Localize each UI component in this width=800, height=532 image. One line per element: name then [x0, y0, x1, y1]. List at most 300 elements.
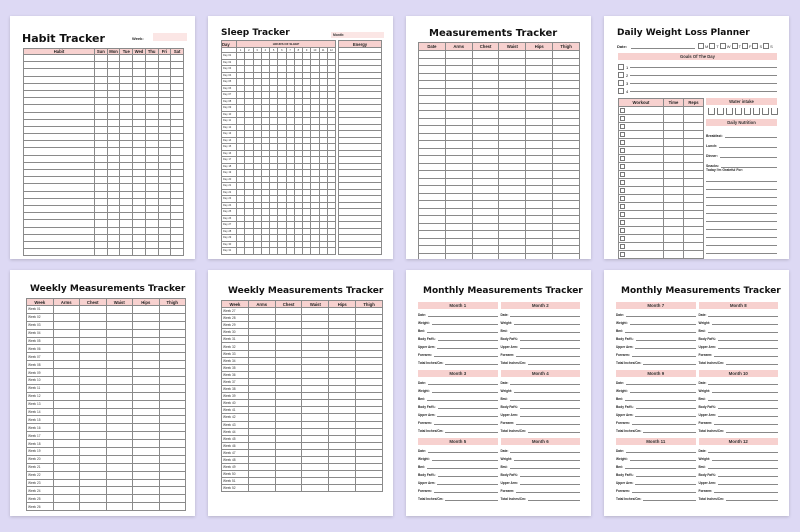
weekday-item[interactable]	[720, 43, 731, 49]
field-row[interactable]	[699, 477, 779, 485]
field-line[interactable]	[528, 432, 580, 433]
check-cell[interactable]	[158, 126, 171, 133]
field-line[interactable]	[520, 484, 580, 485]
measure-cell[interactable]	[499, 133, 526, 141]
field-row[interactable]	[418, 461, 498, 469]
measure-cell[interactable]	[159, 424, 186, 432]
field-row[interactable]	[501, 333, 581, 341]
measure-cell[interactable]	[302, 407, 329, 414]
measure-cell[interactable]	[419, 148, 446, 156]
field-line[interactable]	[726, 500, 778, 501]
checkbox[interactable]	[720, 43, 726, 49]
workout-cell[interactable]	[619, 259, 664, 260]
measure-cell[interactable]	[553, 186, 580, 194]
workout-cell[interactable]	[619, 235, 664, 243]
check-cell[interactable]	[120, 62, 133, 69]
habit-cell[interactable]	[24, 83, 95, 90]
check-cell[interactable]	[95, 241, 108, 248]
measure-cell[interactable]	[445, 51, 472, 59]
measure-cell[interactable]	[133, 448, 160, 456]
checkbox[interactable]	[620, 148, 625, 153]
field-line[interactable]	[516, 424, 580, 425]
measure-cell[interactable]	[499, 51, 526, 59]
measure-cell[interactable]	[133, 503, 160, 511]
measure-cell[interactable]	[472, 51, 499, 59]
measure-cell[interactable]	[275, 386, 302, 393]
measure-cell[interactable]	[302, 442, 329, 449]
check-cell[interactable]	[158, 241, 171, 248]
measure-cell[interactable]	[526, 253, 553, 259]
measure-cell[interactable]	[445, 96, 472, 104]
water-cup-icon[interactable]	[708, 108, 715, 115]
measure-cell[interactable]	[275, 407, 302, 414]
check-cell[interactable]	[171, 205, 184, 212]
measure-cell[interactable]	[472, 126, 499, 134]
measure-cell[interactable]	[445, 193, 472, 201]
measure-cell[interactable]	[159, 503, 186, 511]
check-cell[interactable]	[171, 213, 184, 220]
check-cell[interactable]	[107, 90, 120, 97]
workout-cell[interactable]	[664, 243, 684, 251]
measure-cell[interactable]	[248, 364, 275, 371]
field-line[interactable]	[708, 384, 778, 385]
habit-cell[interactable]	[24, 112, 95, 119]
measure-cell[interactable]	[248, 407, 275, 414]
measure-cell[interactable]	[526, 201, 553, 209]
measure-cell[interactable]	[526, 163, 553, 171]
field-row[interactable]	[418, 377, 498, 385]
field-line[interactable]	[516, 356, 580, 357]
measure-cell[interactable]	[302, 478, 329, 485]
field-row[interactable]	[699, 469, 779, 477]
checkbox[interactable]	[709, 43, 715, 49]
water-cup-icon[interactable]	[744, 108, 751, 115]
check-cell[interactable]	[107, 198, 120, 205]
measure-cell[interactable]	[419, 223, 446, 231]
check-cell[interactable]	[145, 220, 158, 227]
check-cell[interactable]	[145, 241, 158, 248]
check-cell[interactable]	[145, 112, 158, 119]
check-cell[interactable]	[133, 205, 146, 212]
measure-cell[interactable]	[499, 126, 526, 134]
field-line[interactable]	[712, 392, 778, 393]
workout-cell[interactable]	[684, 259, 704, 260]
measure-cell[interactable]	[499, 186, 526, 194]
field-line[interactable]	[428, 316, 498, 317]
field-line[interactable]	[712, 324, 778, 325]
field-row[interactable]	[418, 385, 498, 393]
check-cell[interactable]	[158, 227, 171, 234]
check-cell[interactable]	[120, 76, 133, 83]
field-row[interactable]	[501, 425, 581, 433]
check-cell[interactable]	[120, 126, 133, 133]
check-cell[interactable]	[107, 220, 120, 227]
workout-cell[interactable]	[619, 195, 664, 203]
weekday-item[interactable]	[742, 43, 751, 49]
measure-cell[interactable]	[106, 392, 133, 400]
measure-cell[interactable]	[275, 378, 302, 385]
check-cell[interactable]	[171, 90, 184, 97]
measure-cell[interactable]	[445, 111, 472, 119]
check-cell[interactable]	[145, 205, 158, 212]
checkbox[interactable]	[620, 244, 625, 249]
check-cell[interactable]	[120, 220, 133, 227]
measure-cell[interactable]	[356, 407, 383, 414]
water-cup-icon[interactable]	[735, 108, 742, 115]
field-line[interactable]	[514, 324, 580, 325]
check-cell[interactable]	[95, 191, 108, 198]
measure-cell[interactable]	[53, 353, 80, 361]
workout-cell[interactable]	[664, 123, 684, 131]
field-row[interactable]	[616, 461, 696, 469]
field-row[interactable]	[418, 409, 498, 417]
field-row[interactable]	[616, 333, 696, 341]
habit-cell[interactable]	[24, 227, 95, 234]
measure-cell[interactable]	[248, 414, 275, 421]
measure-cell[interactable]	[499, 253, 526, 259]
check-cell[interactable]	[95, 155, 108, 162]
meal-row[interactable]	[706, 128, 777, 138]
measure-cell[interactable]	[248, 371, 275, 378]
field-row[interactable]	[418, 325, 498, 333]
measure-cell[interactable]	[159, 361, 186, 369]
field-line[interactable]	[626, 384, 696, 385]
measure-cell[interactable]	[472, 231, 499, 239]
field-line[interactable]	[635, 416, 695, 417]
date-field[interactable]	[631, 48, 695, 49]
measure-cell[interactable]	[526, 193, 553, 201]
habit-cell[interactable]	[24, 105, 95, 112]
measure-cell[interactable]	[275, 393, 302, 400]
field-line[interactable]	[434, 492, 498, 493]
check-cell[interactable]	[158, 184, 171, 191]
field-row[interactable]	[418, 445, 498, 453]
measure-cell[interactable]	[356, 400, 383, 407]
check-cell[interactable]	[120, 249, 133, 256]
check-cell[interactable]	[133, 76, 146, 83]
goal-line[interactable]	[630, 91, 777, 92]
check-cell[interactable]	[120, 234, 133, 241]
check-cell[interactable]	[158, 249, 171, 256]
checkbox[interactable]	[618, 64, 624, 70]
field-line[interactable]	[528, 500, 580, 501]
measure-cell[interactable]	[106, 361, 133, 369]
field-line[interactable]	[438, 408, 498, 409]
grateful-line[interactable]	[706, 198, 777, 206]
measure-cell[interactable]	[526, 141, 553, 149]
workout-cell[interactable]	[619, 163, 664, 171]
measure-cell[interactable]	[248, 478, 275, 485]
workout-cell[interactable]	[684, 179, 704, 187]
habit-cell[interactable]	[24, 191, 95, 198]
field-row[interactable]	[501, 477, 581, 485]
check-cell[interactable]	[120, 241, 133, 248]
month-field[interactable]: Month:	[331, 32, 384, 38]
measure-cell[interactable]	[553, 126, 580, 134]
workout-cell[interactable]	[684, 115, 704, 123]
field-row[interactable]	[699, 493, 779, 501]
check-cell[interactable]	[95, 134, 108, 141]
check-cell[interactable]	[107, 134, 120, 141]
measure-cell[interactable]	[275, 471, 302, 478]
measure-cell[interactable]	[275, 414, 302, 421]
measure-cell[interactable]	[329, 350, 356, 357]
check-cell[interactable]	[95, 177, 108, 184]
workout-cell[interactable]	[684, 187, 704, 195]
measure-cell[interactable]	[356, 464, 383, 471]
measure-cell[interactable]	[133, 329, 160, 337]
hour-cell[interactable]	[311, 248, 319, 255]
measure-cell[interactable]	[248, 393, 275, 400]
field-line[interactable]	[726, 432, 778, 433]
check-cell[interactable]	[158, 62, 171, 69]
field-row[interactable]	[699, 393, 779, 401]
measure-cell[interactable]	[472, 148, 499, 156]
habit-cell[interactable]	[24, 126, 95, 133]
check-cell[interactable]	[158, 76, 171, 83]
measure-cell[interactable]	[302, 322, 329, 329]
check-cell[interactable]	[145, 249, 158, 256]
measure-cell[interactable]	[472, 141, 499, 149]
measure-cell[interactable]	[248, 378, 275, 385]
check-cell[interactable]	[120, 112, 133, 119]
measure-cell[interactable]	[53, 313, 80, 321]
check-cell[interactable]	[107, 191, 120, 198]
measure-cell[interactable]	[553, 51, 580, 59]
measure-cell[interactable]	[159, 337, 186, 345]
checkbox[interactable]	[620, 228, 625, 233]
field-line[interactable]	[632, 492, 696, 493]
measure-cell[interactable]	[329, 357, 356, 364]
measure-cell[interactable]	[275, 435, 302, 442]
measure-cell[interactable]	[419, 58, 446, 66]
workout-cell[interactable]	[664, 139, 684, 147]
check-cell[interactable]	[95, 112, 108, 119]
check-cell[interactable]	[158, 119, 171, 126]
workout-cell[interactable]	[664, 115, 684, 123]
measure-cell[interactable]	[159, 313, 186, 321]
measure-cell[interactable]	[275, 315, 302, 322]
check-cell[interactable]	[107, 177, 120, 184]
check-cell[interactable]	[171, 170, 184, 177]
measure-cell[interactable]	[53, 503, 80, 511]
workout-cell[interactable]	[664, 155, 684, 163]
weekday-item[interactable]	[698, 43, 708, 49]
measure-cell[interactable]	[106, 384, 133, 392]
habit-cell[interactable]	[24, 148, 95, 155]
measure-cell[interactable]	[133, 384, 160, 392]
check-cell[interactable]	[171, 227, 184, 234]
measure-cell[interactable]	[159, 479, 186, 487]
measure-cell[interactable]	[329, 471, 356, 478]
measure-cell[interactable]	[419, 133, 446, 141]
field-row[interactable]	[616, 477, 696, 485]
measure-cell[interactable]	[499, 178, 526, 186]
measure-cell[interactable]	[159, 384, 186, 392]
measure-cell[interactable]	[302, 357, 329, 364]
field-row[interactable]	[699, 401, 779, 409]
measure-cell[interactable]	[329, 364, 356, 371]
measure-cell[interactable]	[419, 111, 446, 119]
measure-cell[interactable]	[133, 463, 160, 471]
workout-cell[interactable]	[619, 147, 664, 155]
field-row[interactable]	[699, 309, 779, 317]
check-cell[interactable]	[158, 170, 171, 177]
measure-cell[interactable]	[356, 485, 383, 492]
hour-cell[interactable]	[237, 248, 245, 255]
field-row[interactable]	[418, 357, 498, 365]
measure-cell[interactable]	[248, 464, 275, 471]
measure-cell[interactable]	[356, 336, 383, 343]
hour-cell[interactable]	[327, 248, 335, 255]
measure-cell[interactable]	[133, 400, 160, 408]
measure-cell[interactable]	[472, 253, 499, 259]
field-row[interactable]	[501, 417, 581, 425]
check-cell[interactable]	[158, 134, 171, 141]
measure-cell[interactable]	[499, 58, 526, 66]
water-cup-icon[interactable]	[753, 108, 760, 115]
measure-cell[interactable]	[133, 306, 160, 314]
field-line[interactable]	[510, 316, 580, 317]
check-cell[interactable]	[133, 62, 146, 69]
measure-cell[interactable]	[248, 400, 275, 407]
check-cell[interactable]	[145, 213, 158, 220]
measure-cell[interactable]	[159, 392, 186, 400]
workout-cell[interactable]	[619, 115, 664, 123]
check-cell[interactable]	[107, 98, 120, 105]
measure-cell[interactable]	[445, 81, 472, 89]
check-cell[interactable]	[158, 90, 171, 97]
check-cell[interactable]	[120, 170, 133, 177]
measure-cell[interactable]	[499, 208, 526, 216]
checkbox[interactable]	[742, 43, 748, 49]
workout-cell[interactable]	[619, 187, 664, 195]
measure-cell[interactable]	[248, 485, 275, 492]
field-row[interactable]	[501, 409, 581, 417]
field-row[interactable]	[616, 469, 696, 477]
checkbox[interactable]	[620, 108, 625, 113]
check-cell[interactable]	[158, 213, 171, 220]
habit-cell[interactable]	[24, 184, 95, 191]
field-line[interactable]	[708, 400, 778, 401]
check-cell[interactable]	[107, 141, 120, 148]
measure-cell[interactable]	[499, 103, 526, 111]
measure-cell[interactable]	[159, 495, 186, 503]
check-cell[interactable]	[120, 205, 133, 212]
workout-cell[interactable]	[664, 171, 684, 179]
field-line[interactable]	[434, 356, 498, 357]
field-line[interactable]	[438, 340, 498, 341]
field-line[interactable]	[434, 424, 498, 425]
checkbox[interactable]	[620, 220, 625, 225]
check-cell[interactable]	[145, 234, 158, 241]
measure-cell[interactable]	[419, 81, 446, 89]
measure-cell[interactable]	[53, 361, 80, 369]
measure-cell[interactable]	[106, 329, 133, 337]
measure-cell[interactable]	[553, 81, 580, 89]
check-cell[interactable]	[171, 184, 184, 191]
measure-cell[interactable]	[275, 336, 302, 343]
measure-cell[interactable]	[356, 414, 383, 421]
workout-cell[interactable]	[619, 171, 664, 179]
check-cell[interactable]	[145, 148, 158, 155]
check-cell[interactable]	[145, 105, 158, 112]
check-cell[interactable]	[120, 227, 133, 234]
check-cell[interactable]	[158, 148, 171, 155]
field-row[interactable]	[699, 461, 779, 469]
measure-cell[interactable]	[499, 73, 526, 81]
measure-cell[interactable]	[553, 216, 580, 224]
check-cell[interactable]	[145, 177, 158, 184]
measure-cell[interactable]	[472, 171, 499, 179]
measure-cell[interactable]	[248, 442, 275, 449]
workout-cell[interactable]	[664, 259, 684, 260]
field-row[interactable]	[699, 357, 779, 365]
measure-cell[interactable]	[356, 393, 383, 400]
workout-cell[interactable]	[664, 187, 684, 195]
grateful-line[interactable]	[706, 182, 777, 190]
field-line[interactable]	[528, 364, 580, 365]
checkbox[interactable]	[732, 43, 738, 49]
measure-cell[interactable]	[80, 408, 107, 416]
check-cell[interactable]	[95, 205, 108, 212]
measure-cell[interactable]	[106, 479, 133, 487]
check-cell[interactable]	[120, 55, 133, 62]
measure-cell[interactable]	[53, 455, 80, 463]
measure-cell[interactable]	[275, 485, 302, 492]
measure-cell[interactable]	[302, 456, 329, 463]
measure-cell[interactable]	[553, 208, 580, 216]
check-cell[interactable]	[107, 126, 120, 133]
measure-cell[interactable]	[419, 208, 446, 216]
field-row[interactable]	[501, 325, 581, 333]
check-cell[interactable]	[107, 184, 120, 191]
field-line[interactable]	[718, 484, 778, 485]
measure-cell[interactable]	[472, 111, 499, 119]
measure-cell[interactable]	[472, 133, 499, 141]
measure-cell[interactable]	[80, 345, 107, 353]
field-row[interactable]	[616, 409, 696, 417]
workout-cell[interactable]	[684, 147, 704, 155]
field-line[interactable]	[712, 460, 778, 461]
check-cell[interactable]	[133, 134, 146, 141]
check-cell[interactable]	[145, 134, 158, 141]
check-cell[interactable]	[133, 220, 146, 227]
workout-cell[interactable]	[664, 107, 684, 115]
habit-cell[interactable]	[24, 249, 95, 256]
grateful-line[interactable]	[706, 214, 777, 222]
field-line[interactable]	[428, 452, 498, 453]
measure-cell[interactable]	[133, 408, 160, 416]
workout-cell[interactable]	[664, 203, 684, 211]
measure-cell[interactable]	[329, 407, 356, 414]
measure-cell[interactable]	[53, 392, 80, 400]
check-cell[interactable]	[120, 98, 133, 105]
measure-cell[interactable]	[329, 449, 356, 456]
measure-cell[interactable]	[53, 416, 80, 424]
check-cell[interactable]	[158, 162, 171, 169]
measure-cell[interactable]	[526, 96, 553, 104]
measure-cell[interactable]	[302, 464, 329, 471]
check-cell[interactable]	[133, 112, 146, 119]
measure-cell[interactable]	[80, 377, 107, 385]
measure-cell[interactable]	[80, 424, 107, 432]
check-cell[interactable]	[133, 83, 146, 90]
measure-cell[interactable]	[526, 88, 553, 96]
measure-cell[interactable]	[302, 400, 329, 407]
field-line[interactable]	[636, 476, 696, 477]
measure-cell[interactable]	[526, 178, 553, 186]
